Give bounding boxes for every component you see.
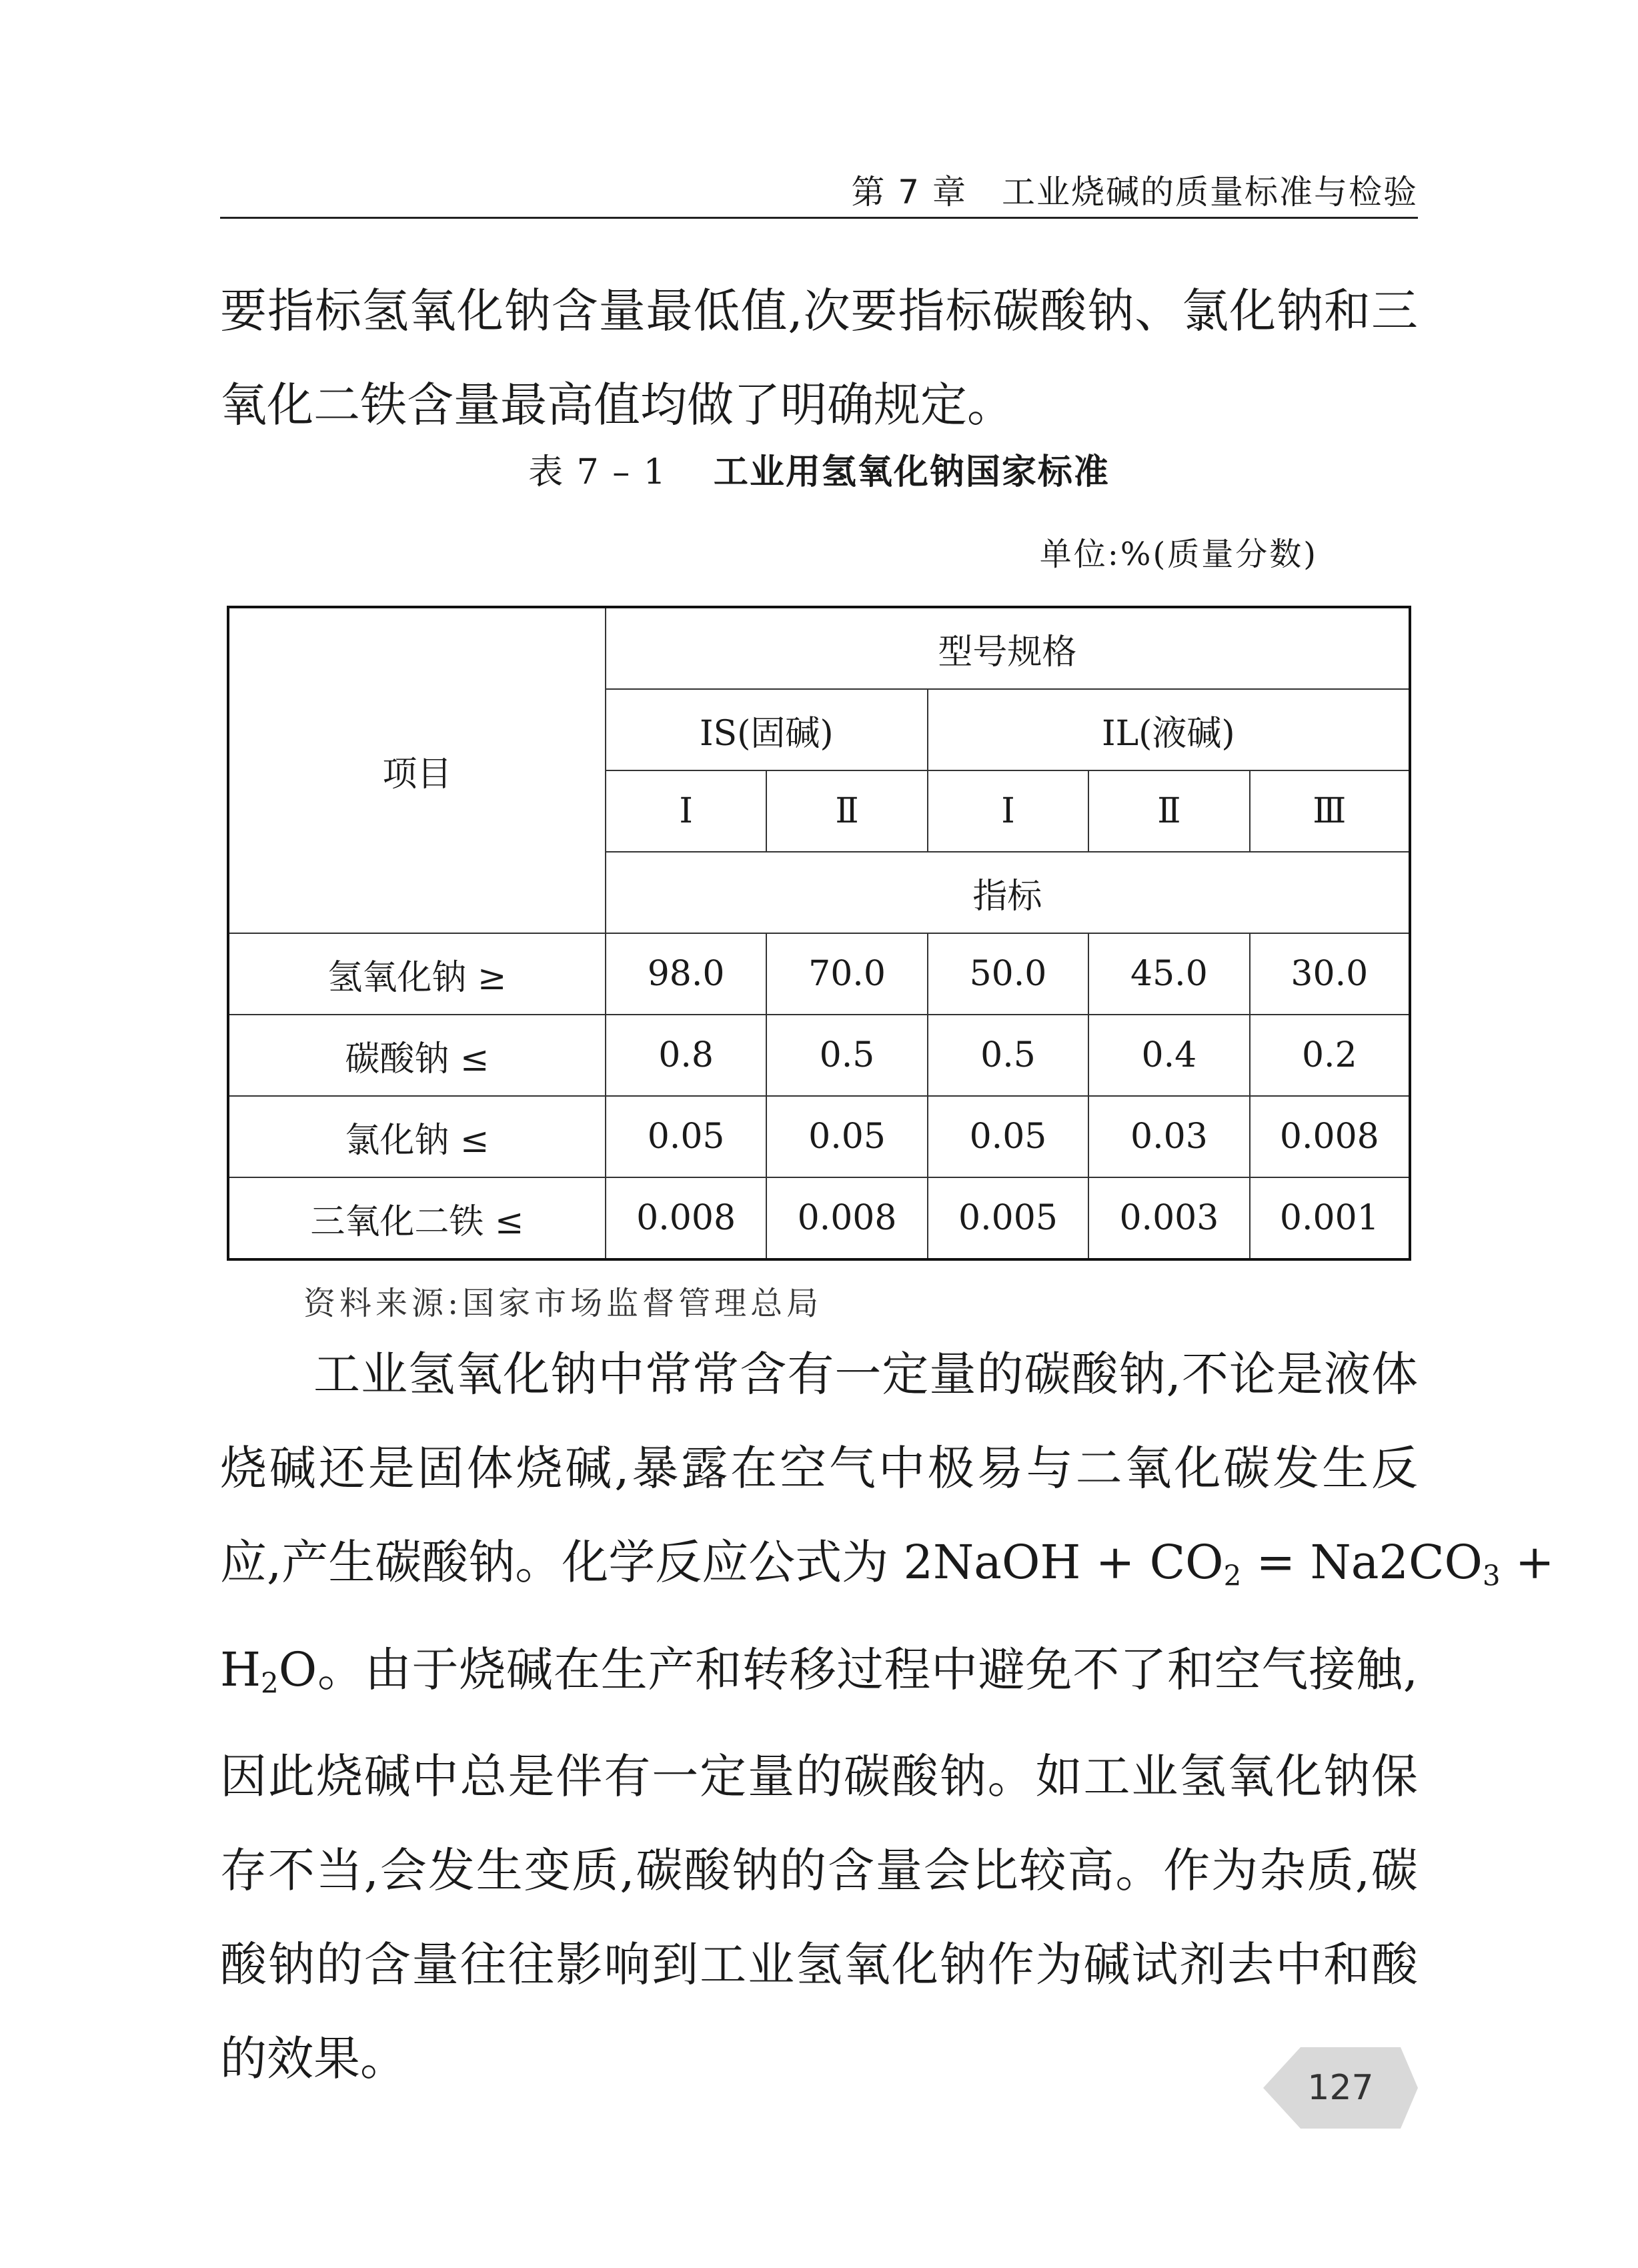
body-line: 的效果。 <box>220 2031 407 2086</box>
formula-text: 应,产生碳酸钠。化学反应公式为 2NaOH + CO <box>220 1535 1224 1590</box>
body-line: 存不当,会发生变质,碳酸钠的含量会比较高。作为杂质,碳 <box>220 1843 1418 1898</box>
value-cell: 0.2 <box>1250 1015 1410 1096</box>
unit-note: 单位:%(质量分数) <box>1039 536 1318 573</box>
table-number: 表 7 – 1 <box>528 452 667 492</box>
grade-cell: Ⅱ <box>766 770 927 852</box>
body-line: 酸钠的含量往往影响到工业氢氧化钠作为碱试剂去中和酸 <box>220 1937 1418 1992</box>
value-cell: 98.0 <box>606 933 766 1015</box>
header-item-cell: 项目 <box>228 607 606 933</box>
value-cell: 0.05 <box>766 1096 927 1177</box>
value-cell: 0.008 <box>766 1177 927 1259</box>
header-solid-cell: IS(固碱) <box>606 689 928 770</box>
table-source: 资料来源:国家市场监督管理总局 <box>303 1285 823 1322</box>
subscript: 2 <box>1223 1559 1242 1592</box>
body-line-formula <box>220 1516 1555 1623</box>
value-cell: 0.8 <box>606 1015 766 1096</box>
subscript: 2 <box>261 1666 279 1699</box>
grade-cell: Ⅲ <box>1250 770 1410 852</box>
table-caption <box>0 444 1638 494</box>
subscript: 3 <box>1482 1559 1501 1592</box>
grade-cell: Ⅰ <box>928 770 1088 852</box>
formula-text: O。由于烧碱在生产和转移过程中避免不了和空气接触, <box>278 1642 1418 1697</box>
body-line-water <box>220 1623 1418 1730</box>
value-cell: 0.001 <box>1250 1177 1410 1259</box>
table-row <box>228 1096 1410 1177</box>
header-liquid-cell: IL(液碱) <box>928 689 1410 770</box>
table-row <box>228 1177 1410 1259</box>
value-cell: 0.005 <box>928 1177 1088 1259</box>
value-cell: 45.0 <box>1088 933 1249 1015</box>
formula-text: + <box>1500 1535 1555 1590</box>
page-number: 127 <box>1307 2068 1374 2108</box>
intro-line: 要指标氢氧化钠含量最低值,次要指标碳酸钠、氯化钠和三 <box>220 284 1418 338</box>
row-label: 三氧化二铁 ≤ <box>228 1177 606 1259</box>
value-cell: 0.5 <box>928 1015 1088 1096</box>
value-cell: 30.0 <box>1250 933 1410 1015</box>
body-line: 工业氢氧化钠中常常含有一定量的碳酸钠,不论是液体 <box>313 1347 1418 1401</box>
intro-line: 氧化二铁含量最高值均做了明确规定。 <box>220 378 1014 432</box>
body-paragraph <box>220 1327 1555 2106</box>
running-header: 第 7 章 工业烧碱的质量标准与检验 <box>851 173 1418 211</box>
header-type-cell: 型号规格 <box>606 607 1410 689</box>
grade-cell: Ⅰ <box>606 770 766 852</box>
body-line: 烧碱还是固体烧碱,暴露在空气中极易与二氧化碳发生反 <box>220 1441 1418 1496</box>
row-label: 氢氧化钠 ≥ <box>228 933 606 1015</box>
formula-text: = Na2CO <box>1241 1535 1483 1590</box>
row-label: 碳酸钠 ≤ <box>228 1015 606 1096</box>
table-title: 工业用氢氧化钠国家标准 <box>713 452 1110 492</box>
grade-cell: Ⅱ <box>1088 770 1249 852</box>
value-cell: 0.03 <box>1088 1096 1249 1177</box>
standard-table <box>227 606 1411 1261</box>
value-cell: 0.05 <box>606 1096 766 1177</box>
table-row <box>228 1015 1410 1096</box>
formula-text: H <box>220 1642 261 1697</box>
value-cell: 0.05 <box>928 1096 1088 1177</box>
value-cell: 0.003 <box>1088 1177 1249 1259</box>
intro-paragraph <box>220 264 1418 452</box>
value-cell: 0.5 <box>766 1015 927 1096</box>
value-cell: 50.0 <box>928 933 1088 1015</box>
header-index-cell: 指标 <box>606 852 1410 933</box>
value-cell: 0.008 <box>1250 1096 1410 1177</box>
row-label: 氯化钠 ≤ <box>228 1096 606 1177</box>
value-cell: 0.008 <box>606 1177 766 1259</box>
value-cell: 70.0 <box>766 933 927 1015</box>
value-cell: 0.4 <box>1088 1015 1249 1096</box>
header-rule <box>220 217 1418 219</box>
body-line: 因此烧碱中总是伴有一定量的碳酸钠。如工业氢氧化钠保 <box>220 1749 1418 1804</box>
table-row <box>228 933 1410 1015</box>
